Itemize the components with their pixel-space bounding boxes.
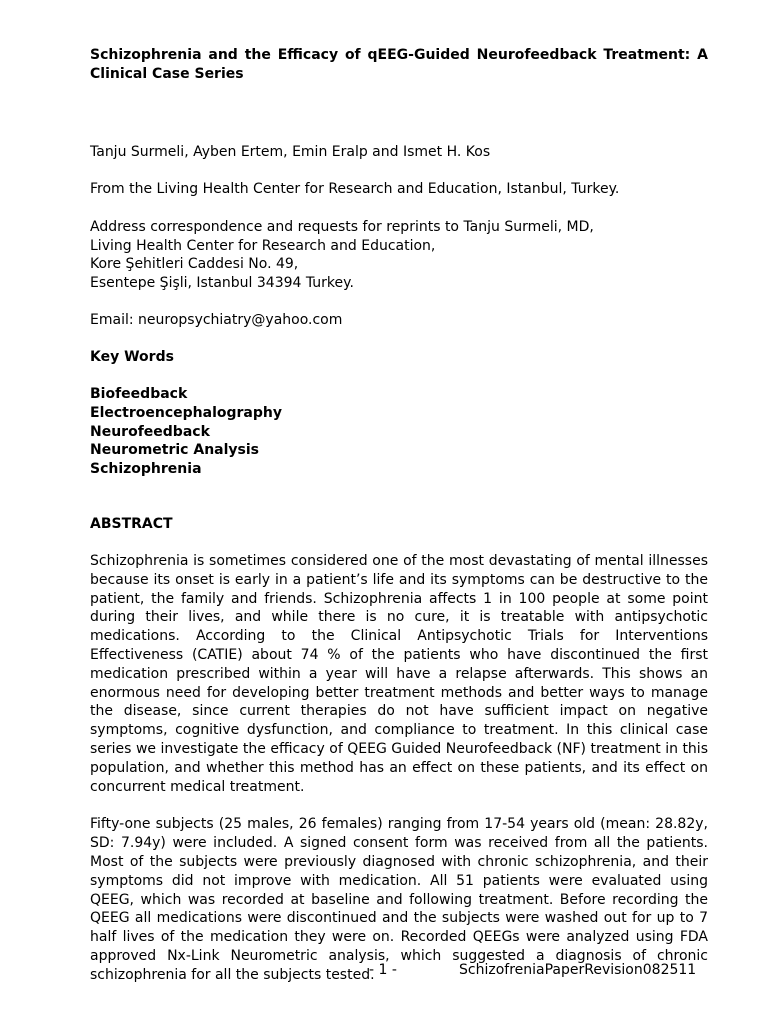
address-line: Living Health Center for Research and Education, (90, 237, 436, 254)
affiliation: From the Living Health Center for Research and Education, Istanbul, Turkey. (90, 181, 620, 197)
page-footer (0, 962, 770, 982)
keyword-item: Neurofeedback (90, 423, 210, 440)
author-list: Tanju Surmeli, Ayben Ertem, Emin Eralp and Ismet H. Kos (90, 144, 491, 160)
keyword-item: Neurometric Analysis (90, 442, 259, 459)
keywords-heading: Key Words (90, 349, 174, 365)
address-line: Esentepe Şişli, Istanbul 34394 Turkey. (90, 274, 354, 291)
address-line: Kore Şehitleri Caddesi No. 49, (90, 256, 299, 272)
document-revision-label: SchizofreniaPaperRevision082511 (459, 962, 697, 978)
keyword-item: Biofeedback (90, 386, 188, 402)
abstract-paragraph: Fifty-one subjects (25 males, 26 females) ranging from 17-54 years old (mean: 28.82y, SD: 7.94y) were included. A signed consent form was received from all the patients. Most of the subjects were previously diagnosed with chronic schizophrenia, and their symptoms did not improve with medication. All 51 patients were evaluated using QEEG, which was recorded at baseline and following treatment. Before recording the QEEG all medications were discontinued and the subjects were washed out for up to 7 half lives of the medication they were on. Recorded QEEGs were analyzed using FDA approved Nx-Link Neurometric analysis, which suggested a diagnosis of chronic schizophrenia for all the subjects tested. (90, 816, 708, 983)
paper-page (90, 46, 708, 985)
page-number: - 1 - (369, 962, 397, 978)
abstract-paragraph: Schizophrenia is sometimes considered one of the most devastating of mental illnesses because its onset is early in a patient’s life and its symptoms can be destructive to the patient, the family and friends. Schizophrenia affects 1 in 100 people at some point during their lives, and while there is no cure, it is treatable with antipsychotic medications. According to the Clinical Antipsychotic Trials for Interventions Effectiveness (CATIE) about 74 % of the patients who have discontinued the first medication prescribed within a year will have a relapse afterwards. This shows an enormous need for developing better treatment methods and better ways to manage the disease, since current therapies do not have sufficient impact on negative symptoms, cognitive dysfunction, and compliance to treatment. In this clinical case series we investigate the efficacy of QEEG Guided Neurofeedback (NF) treatment in this population, and whether this method has an effect on these patients, and its effect on concurrent medical treatment. (90, 552, 708, 795)
address-line: Address correspondence and requests for reprints to Tanju Surmeli, MD, (90, 219, 594, 235)
abstract-heading: ABSTRACT (90, 515, 173, 532)
keyword-list (90, 385, 708, 479)
contact-email: Email: neuropsychiatry@yahoo.com (90, 312, 343, 328)
keyword-item: Schizophrenia (90, 461, 202, 478)
keyword-item: Electroencephalography (90, 404, 282, 421)
correspondence-address (90, 218, 708, 292)
paper-title: Schizophrenia and the Efficacy of qEEG-Guided Neurofeedback Treatment: A Clinical Case Series (90, 47, 708, 82)
